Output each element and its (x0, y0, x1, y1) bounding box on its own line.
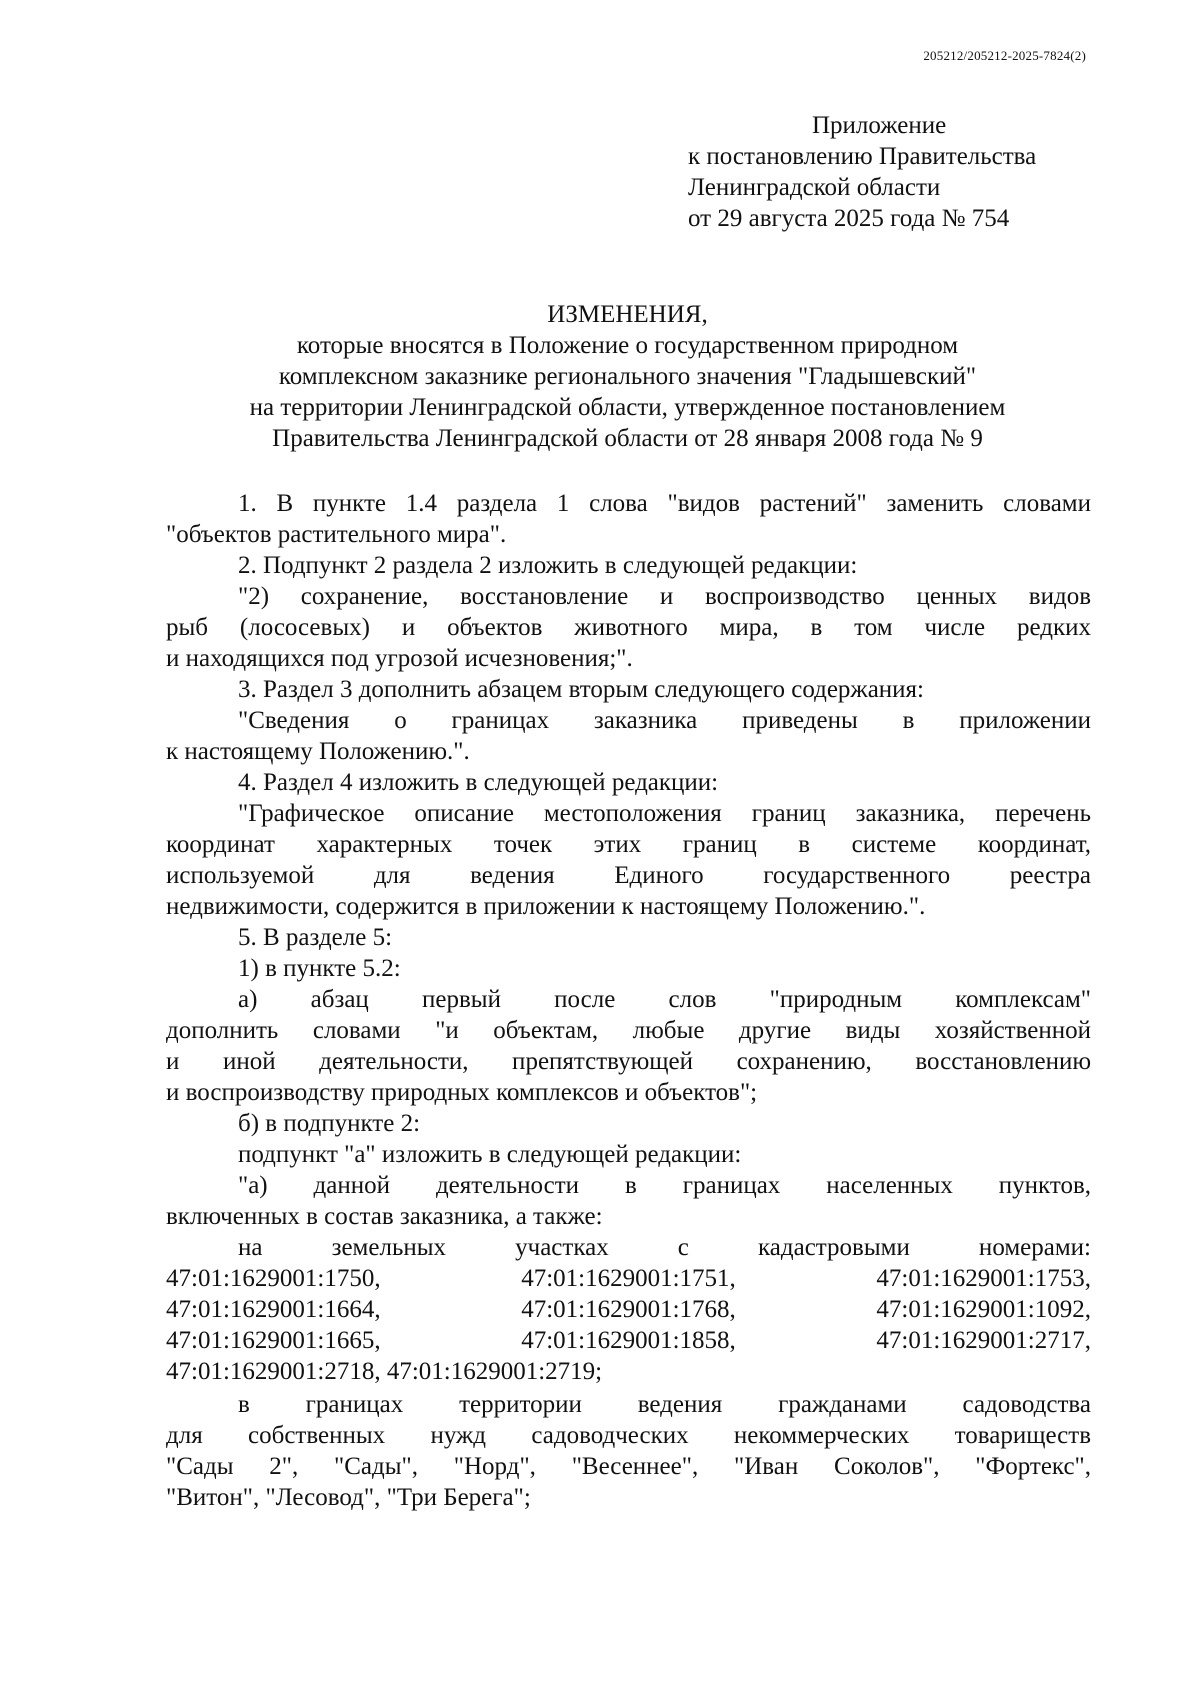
body-line: 47:01:1629001:1664, 47:01:1629001:1768, 47:01:1629001:1092, (166, 1296, 1091, 1323)
body-line: "Витон", "Лесовод", "Три Берега"; (166, 1484, 531, 1511)
body-line: "2) сохранение, восстановление и воспроизводство ценных видов (238, 583, 1091, 610)
body-line: 5. В разделе 5: (238, 924, 393, 951)
body-line: 47:01:1629001:2718, 47:01:1629001:2719; (166, 1358, 603, 1385)
appendix-line: к постановлению Правительства (688, 143, 1037, 170)
body-line: недвижимости, содержится в приложении к настоящему Положению.". (166, 893, 926, 920)
body-line: и иной деятельности, препятствующей сохранению, восстановлению (166, 1048, 1091, 1075)
body-line: 2. Подпункт 2 раздела 2 изложить в следующей редакции: (238, 552, 858, 579)
body-line: б) в подпункте 2: (238, 1110, 421, 1137)
body-line: "Сады 2", "Сады", "Норд", "Весеннее", "Иван Соколов", "Фортекс", (166, 1453, 1091, 1480)
heading-line: комплексном заказнике регионального значения "Гладышевский" (278, 363, 977, 390)
body-line: 47:01:1629001:1750, 47:01:1629001:1751, 47:01:1629001:1753, (166, 1265, 1091, 1292)
body-line: для собственных нужд садоводческих некоммерческих товариществ (166, 1422, 1091, 1449)
heading-line: Правительства Ленинградской области от 28 января 2008 года № 9 (272, 425, 983, 452)
document-title: ИЗМЕНЕНИЯ, (547, 301, 708, 328)
appendix-line: Приложение (812, 112, 947, 139)
body-line: координат характерных точек этих границ в системе координат, (166, 831, 1091, 858)
body-line: в границах территории ведения гражданами садоводства (238, 1391, 1091, 1418)
body-line: 4. Раздел 4 изложить в следующей редакции: (238, 769, 719, 796)
document-id: 205212/205212-2025-7824(2) (923, 48, 1086, 63)
body-line: и находящихся под угрозой исчезновения;". (166, 645, 633, 672)
appendix-line: от 29 августа 2025 года № 754 (688, 205, 1010, 232)
body-line: 1) в пункте 5.2: (238, 955, 401, 982)
body-line: "Графическое описание местоположения границ заказника, перечень (238, 800, 1091, 827)
body-line: рыб (лососевых) и объектов животного мира, в том числе редких (166, 614, 1091, 641)
appendix-line: Ленинградской области (688, 174, 941, 201)
body-line: на земельных участках с кадастровыми номерами: (238, 1234, 1091, 1261)
body-line: "а) данной деятельности в границах населенных пунктов, (238, 1172, 1091, 1199)
heading-line: на территории Ленинградской области, утвержденное постановлением (249, 394, 1006, 421)
body-line: к настоящему Положению.". (166, 738, 470, 765)
body-line: 1. В пункте 1.4 раздела 1 слова "видов растений" заменить словами (238, 490, 1091, 517)
heading-line: которые вносятся в Положение о государственном природном (296, 332, 959, 359)
body-line: подпункт "а" изложить в следующей редакции: (238, 1141, 742, 1168)
document-body (166, 488, 1091, 1513)
body-line: включенных в состав заказника, а также: (166, 1203, 603, 1230)
body-line: 3. Раздел 3 дополнить абзацем вторым следующего содержания: (238, 676, 924, 703)
body-line: "объектов растительного мира". (166, 521, 507, 548)
body-line: 47:01:1629001:1665, 47:01:1629001:1858, 47:01:1629001:2717, (166, 1327, 1091, 1354)
body-line: а) абзац первый после слов "природным комплексам" (238, 986, 1091, 1013)
document-heading (160, 299, 1095, 454)
appendix-block (688, 110, 1036, 234)
body-line: "Сведения о границах заказника приведены в приложении (238, 707, 1091, 734)
body-line: используемой для ведения Единого государственного реестра (166, 862, 1091, 889)
body-line: дополнить словами "и объектам, любые другие виды хозяйственной (166, 1017, 1091, 1044)
body-line: и воспроизводству природных комплексов и объектов"; (166, 1079, 758, 1106)
